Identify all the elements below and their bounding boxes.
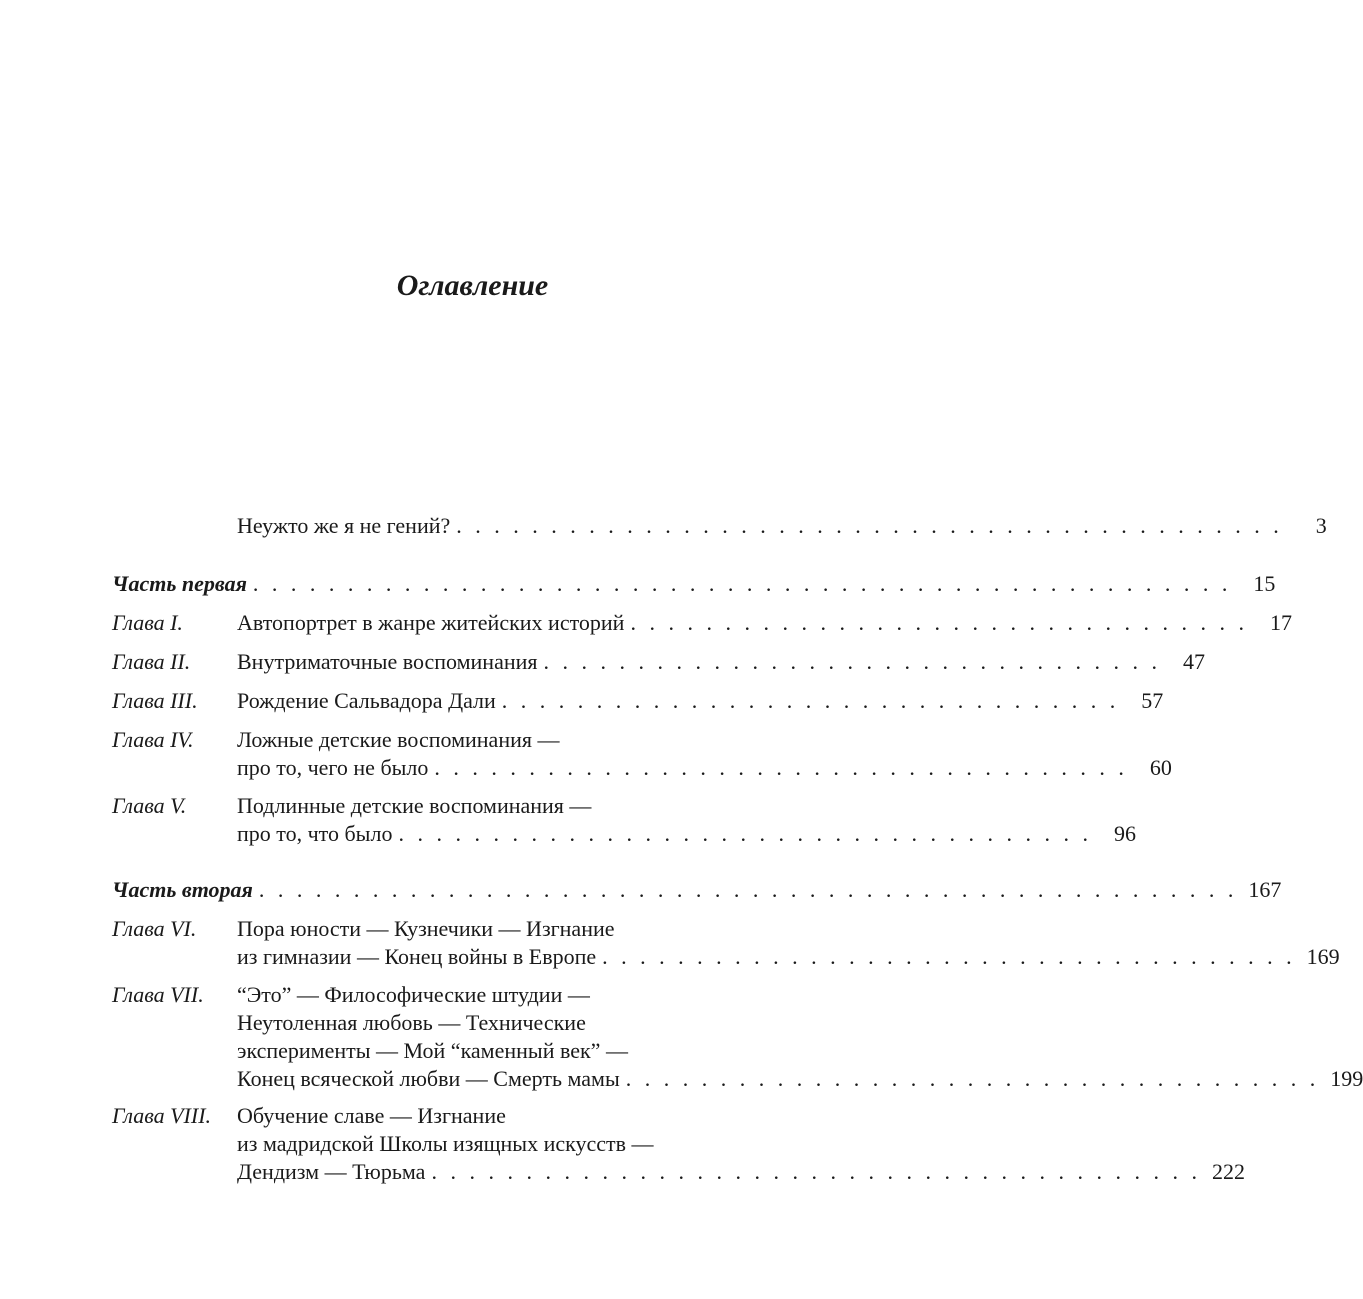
toc-entry-body xyxy=(237,981,1363,1093)
toc-entry-title: Автопортрет в жанре житейских историй xyxy=(237,610,625,635)
dot-leader: . . . . . . . . . . . . . . . . . . . . . . . . . . . . . . . . . . . . . xyxy=(625,1066,1320,1091)
toc-page-number: 3 xyxy=(1315,513,1327,538)
toc-entry-body xyxy=(112,570,1276,598)
toc-chapter-label: Глава II. xyxy=(112,649,191,674)
toc-page-number: 222 xyxy=(1211,1159,1245,1184)
toc-chapter-label: Глава III. xyxy=(112,688,198,713)
toc-entry-title: Внутриматочные воспоминания xyxy=(237,649,538,674)
dot-leader: . . . . . . . . . . . . . . . . . . . . . . . . . . . . . . . . . . . . . . . . . . . . xyxy=(456,513,1283,538)
toc-entry-body xyxy=(237,609,1292,637)
dot-leader: . . . . . . . . . . . . . . . . . . . . . . . . . . . . . . . . . xyxy=(630,610,1248,635)
toc-entry-body xyxy=(237,792,1136,848)
toc-entry-title: Подлинные детские воспоминания — xyxy=(237,793,592,818)
toc-page-number: 17 xyxy=(1269,610,1292,635)
toc-entry-title: про то, что было xyxy=(237,821,393,846)
toc-entry-body xyxy=(112,876,1282,904)
toc-chapter-label: Глава VII. xyxy=(112,982,204,1007)
toc-entry-title: Конец всяческой любви — Смерть мамы xyxy=(237,1066,620,1091)
toc-chapter-label: Глава IV. xyxy=(112,727,194,752)
toc-page-number: 169 xyxy=(1306,944,1340,969)
dot-leader: . . . . . . . . . . . . . . . . . . . . . . . . . . . . . . . . . . . . . . . . . . . . . . . . . . . . xyxy=(258,877,1238,902)
toc-entry-title: эксперименты — Мой “каменный век” — xyxy=(237,1038,628,1063)
toc-page-number: 47 xyxy=(1183,649,1206,674)
toc-entry-body xyxy=(237,687,1164,715)
toc-chapter-label: Глава V. xyxy=(112,793,187,818)
dot-leader: . . . . . . . . . . . . . . . . . . . . . . . . . . . . . . . . . . . . . . . . . . . . . . . . . . . . xyxy=(252,571,1232,596)
toc-entry-body xyxy=(237,648,1206,676)
toc-entry-title: Неужто же я не гений? xyxy=(237,513,451,538)
dot-leader: . . . . . . . . . . . . . . . . . . . . . . . . . . . . . . . . . . . . . xyxy=(602,944,1296,969)
page-title: Оглавление xyxy=(396,269,549,302)
toc-entry-title: “Это” — Философические штудии — xyxy=(237,982,590,1007)
toc-page-number: 96 xyxy=(1113,821,1136,846)
dot-leader: . . . . . . . . . . . . . . . . . . . . . . . . . . . . . . . . . . . . . xyxy=(398,821,1092,846)
toc-page-number: 199 xyxy=(1330,1066,1363,1091)
dot-leader: . . . . . . . . . . . . . . . . . . . . . . . . . . . . . . . . . xyxy=(501,688,1120,713)
toc-entry-title: Неутоленная любовь — Технические xyxy=(237,1010,586,1035)
toc-page-number: 57 xyxy=(1141,688,1164,713)
toc-entry-title: Обучение славе — Изгнание xyxy=(237,1103,506,1128)
toc-entry-body xyxy=(237,915,1340,971)
toc-chapter-label: Глава VIII. xyxy=(112,1103,212,1128)
toc-entry-title: про то, чего не было xyxy=(237,755,429,780)
dot-leader: . . . . . . . . . . . . . . . . . . . . . . . . . . . . . . . . . . . . . xyxy=(434,755,1128,780)
toc-entry-body xyxy=(237,726,1172,782)
toc-page-number: 60 xyxy=(1149,755,1172,780)
toc-page-number: 15 xyxy=(1253,571,1276,596)
toc-entry-title: Ложные детские воспоминания — xyxy=(237,727,560,752)
toc-entry-title: Пора юности — Кузнечики — Изгнание xyxy=(237,916,615,941)
dot-leader: . . . . . . . . . . . . . . . . . . . . . . . . . . . . . . . . . . . . . . . . . xyxy=(431,1159,1201,1184)
toc-entry-title: Дендизм — Тюрьма xyxy=(237,1159,426,1184)
toc-part-title: Часть вторая xyxy=(112,877,253,902)
toc-chapter-label: Глава I. xyxy=(112,610,183,635)
toc-entry-title: из мадридской Школы изящных искусств — xyxy=(237,1131,654,1156)
toc-part-title: Часть первая xyxy=(112,571,247,596)
toc-entry-title: из гимназии — Конец войны в Европе xyxy=(237,944,597,969)
toc-entry-body xyxy=(237,512,1327,540)
toc-chapter-label: Глава VI. xyxy=(112,916,197,941)
toc-entry-title: Рождение Сальвадора Дали xyxy=(237,688,496,713)
toc-page-number: 167 xyxy=(1248,877,1282,902)
toc-entry-body xyxy=(237,1102,1245,1186)
dot-leader: . . . . . . . . . . . . . . . . . . . . . . . . . . . . . . . . . xyxy=(543,649,1162,674)
